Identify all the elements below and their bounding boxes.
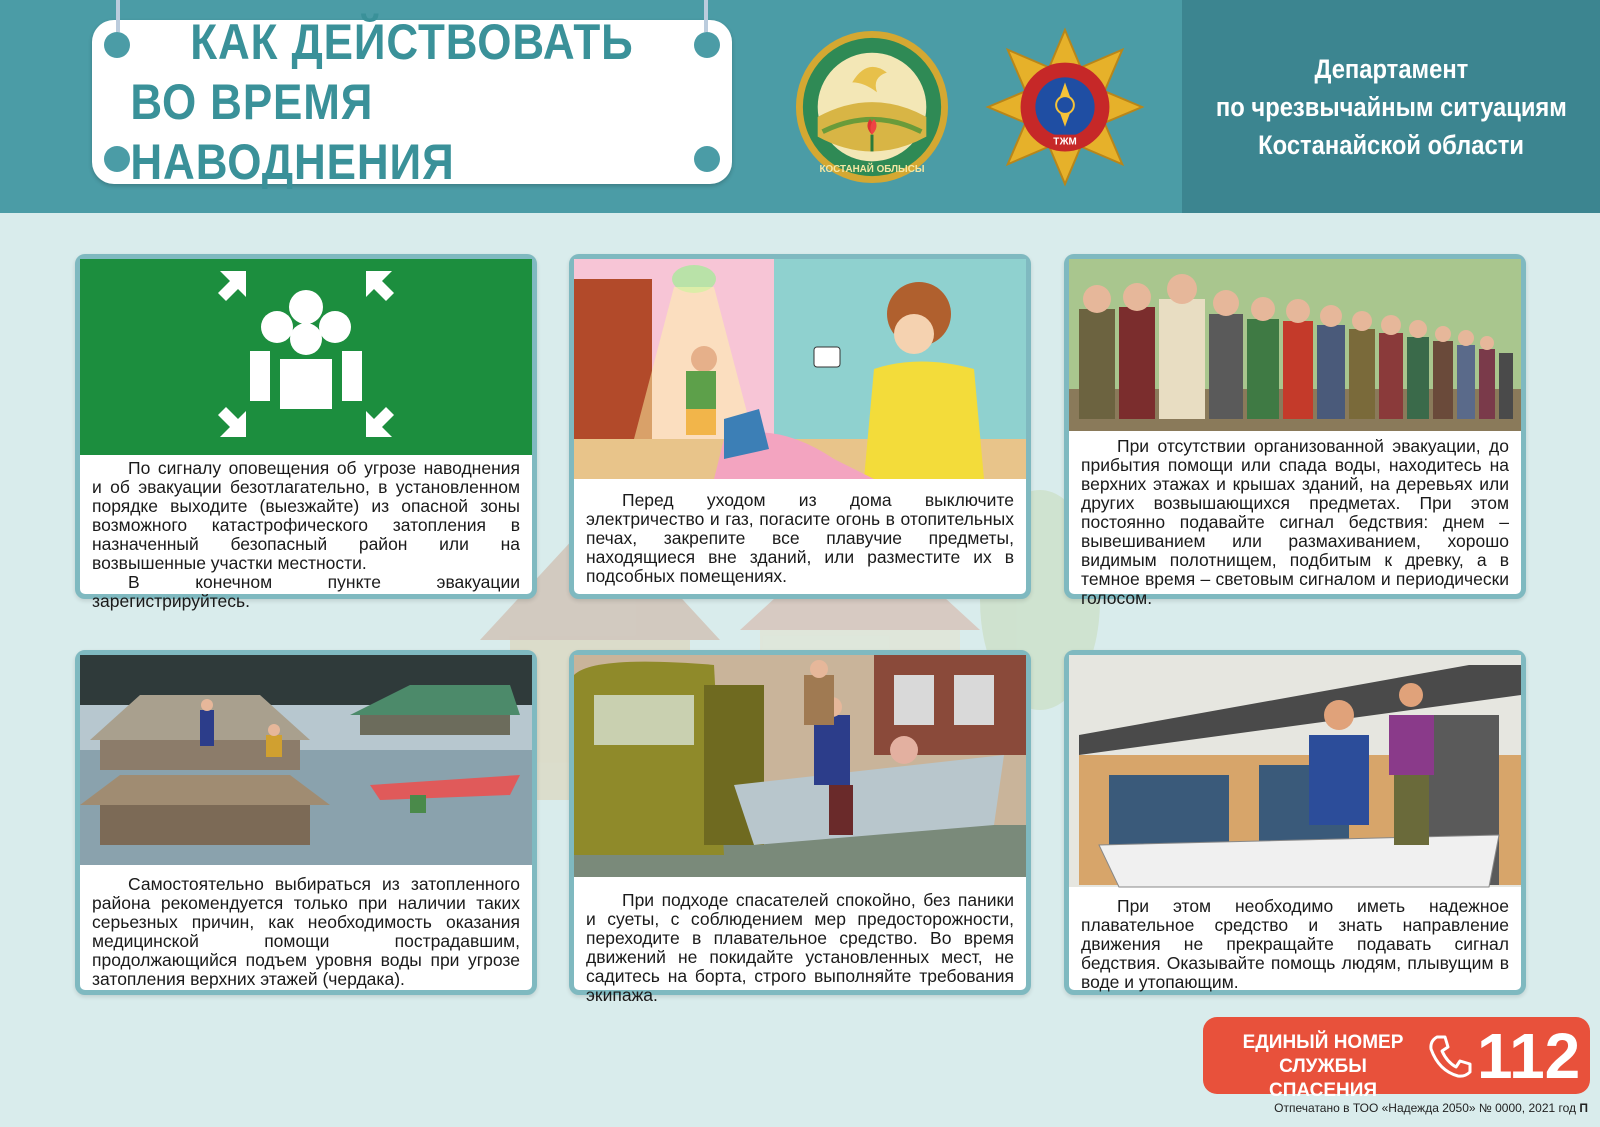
emblem1-text: КОСТАНАЙ ОБЛЫСЫ: [819, 164, 925, 176]
dept-line-2: по чрезвычайным ситуациям: [1215, 91, 1567, 122]
hotline-label-line-1: ЕДИНЫЙ НОМЕР: [1242, 1032, 1404, 1053]
printed-mark: П: [1579, 1101, 1588, 1115]
flooded-houses-illustration: [80, 655, 532, 865]
evacuation-assembly-point-icon: [80, 259, 532, 455]
card-paragraph: Перед уходом из дома выключите электричество и газ, погасите огонь в отопительных печах, закрепите все плавучие предметы, находящиеся вне зданий, или разместите их в подсобных помещениях.: [586, 490, 1014, 586]
page-title-line-1: КАК ДЕЙСТВОВАТЬ: [190, 14, 634, 70]
hotline-label-line-2: СЛУЖБЫ СПАСЕНИЯ: [1268, 1056, 1378, 1101]
sign-dot: [104, 32, 130, 58]
card-text: [1069, 437, 1521, 608]
hotline-label: [1223, 1031, 1423, 1103]
card-rescuers-arrive: [569, 650, 1031, 1005]
card-text: [574, 891, 1026, 1005]
card-paragraph: При отсутствии организованной эвакуации, до прибытия помощи или спада воды, находитесь на верхних этажах и крышах зданий, на деревьях или других возвышающихся предметах. При этом постоянно подавайте сигнал бедствия: днем – вывешиванием или размахиванием, хорошо видимым полотнищем, подбитым к древку, а в темное время – световым сигналом и периодически голосом.: [1081, 436, 1509, 608]
dept-line-3: Костанайской области: [1258, 129, 1524, 160]
page-title-line-2: ВО ВРЕМЯ НАВОДНЕНИЯ: [130, 74, 455, 190]
turning-off-electricity-illustration: [574, 259, 1026, 479]
card-paragraph: По сигналу оповещения об угрозе наводнения и об эвакуации безотлагательно, в установленном порядке выходите (выезжайте) из опасной зоны возможного катастрофического затопления в назначенный безопасный район или на возвышенные участки местности.: [92, 458, 520, 573]
sign-rope: [116, 0, 120, 32]
sign-dot: [104, 146, 130, 172]
crowd-evacuation-illustration: [1069, 259, 1521, 431]
printed-text: Отпечатано в ТОО «Надежда 2050» № 0000, 2021 год: [1274, 1101, 1577, 1115]
emergency-ministry-emblem-icon: [986, 28, 1144, 186]
emergency-hotline-badge: [1203, 1017, 1590, 1101]
dept-line-1: Департамент: [1314, 53, 1468, 84]
card-text: [80, 459, 532, 611]
department-name: [1182, 0, 1600, 213]
card-self-evacuation: [75, 650, 537, 995]
phone-icon: [1425, 1031, 1475, 1081]
card-text: [574, 491, 1026, 586]
title-sign: [92, 14, 732, 190]
sign-dot: [694, 146, 720, 172]
card-paragraph: В конечном пункте эвакуации зарегистрируйтесь.: [92, 572, 520, 611]
card-text: [1069, 897, 1521, 992]
sign-rope: [704, 0, 708, 32]
card-paragraph: При подходе спасателей спокойно, без паники и суеты, с соблюдением мер предосторожности, переходите в плавательное средство. Во время движений не покидайте установленных мест, не садитесь на борта, строго выполняйте требования экипажа.: [586, 890, 1014, 1005]
rescuers-boat-van-illustration: [574, 655, 1026, 877]
print-info: [1274, 1101, 1588, 1115]
emblem2-text: ТЖМ: [1053, 136, 1077, 148]
hotline-number: 112: [1477, 1020, 1581, 1092]
card-paragraph: При этом необходимо иметь надежное плавательное средство и знать направление движения не прекращайте подавать сигнал бедствия. Оказывайте помощь людям, плывущим в воде и утопающим.: [1081, 896, 1509, 992]
card-text: [80, 875, 532, 989]
sign-dot: [694, 32, 720, 58]
card-turn-off-utilities: [569, 254, 1031, 599]
card-help-others: [1064, 650, 1526, 995]
card-paragraph: Самостоятельно выбираться из затопленного района рекомендуется только при наличии таких серьезных причин, как необходимость оказания медицинской помощи пострадавшим, продолжающийся подъем уровня воды при угрозе затопления верхних этажей (чердака).: [92, 874, 520, 989]
card-evacuation-signal: [75, 254, 537, 611]
card-stay-high: [1064, 254, 1526, 608]
helping-into-boat-illustration: [1069, 655, 1521, 887]
kostanay-emblem-icon: [793, 28, 951, 186]
